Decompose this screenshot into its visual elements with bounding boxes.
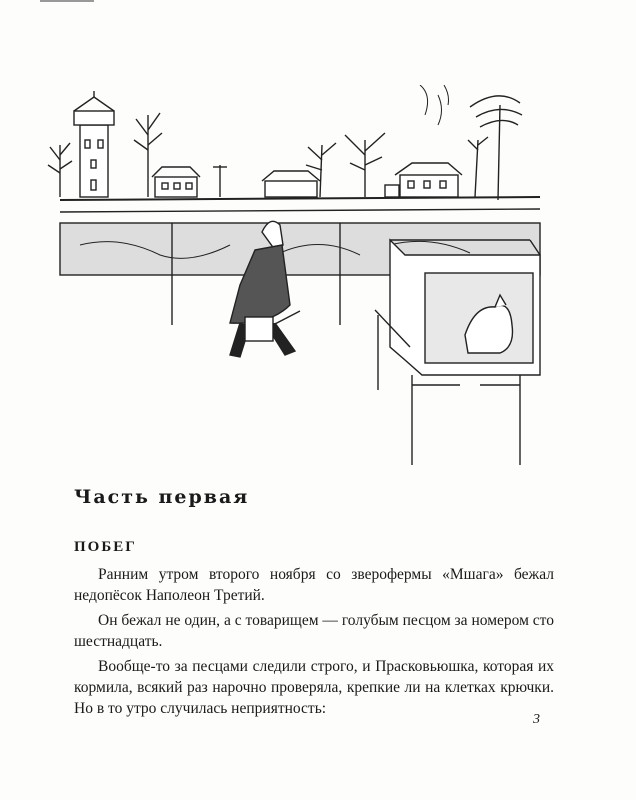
- water-tower: [74, 91, 114, 197]
- bare-tree-left: [48, 143, 72, 197]
- scan-edge-mark: [40, 0, 94, 2]
- house-1: [152, 167, 200, 197]
- chapter-title: ПОБЕГ: [74, 539, 137, 555]
- poplar: [468, 137, 488, 197]
- part-title: Часть первая: [74, 486, 250, 508]
- paragraph: Он бежал не один, а с товарищем — голубым песцом за номером сто шестнадцать.: [74, 612, 554, 650]
- paragraph: Вообще-то за песцами следили строго, и Прасковьюшка, которая их кормила, всякий раз нарочно проверяла, крепкие ли на клетках крючки. Но в то утро случилась неприятность:: [74, 658, 554, 717]
- pole: [213, 165, 227, 197]
- fox-cage: [375, 240, 540, 465]
- bare-tree-right-2: [345, 133, 385, 197]
- page-number: 3: [533, 712, 540, 727]
- farm-illustration: [40, 85, 560, 475]
- body-text: [74, 564, 554, 723]
- house-3: [385, 163, 462, 197]
- paragraph: Ранним утром второго ноября со зверофермы «Мшага» бежал недопёсок Наполеон Третий.: [74, 566, 554, 604]
- house-2: [262, 171, 320, 197]
